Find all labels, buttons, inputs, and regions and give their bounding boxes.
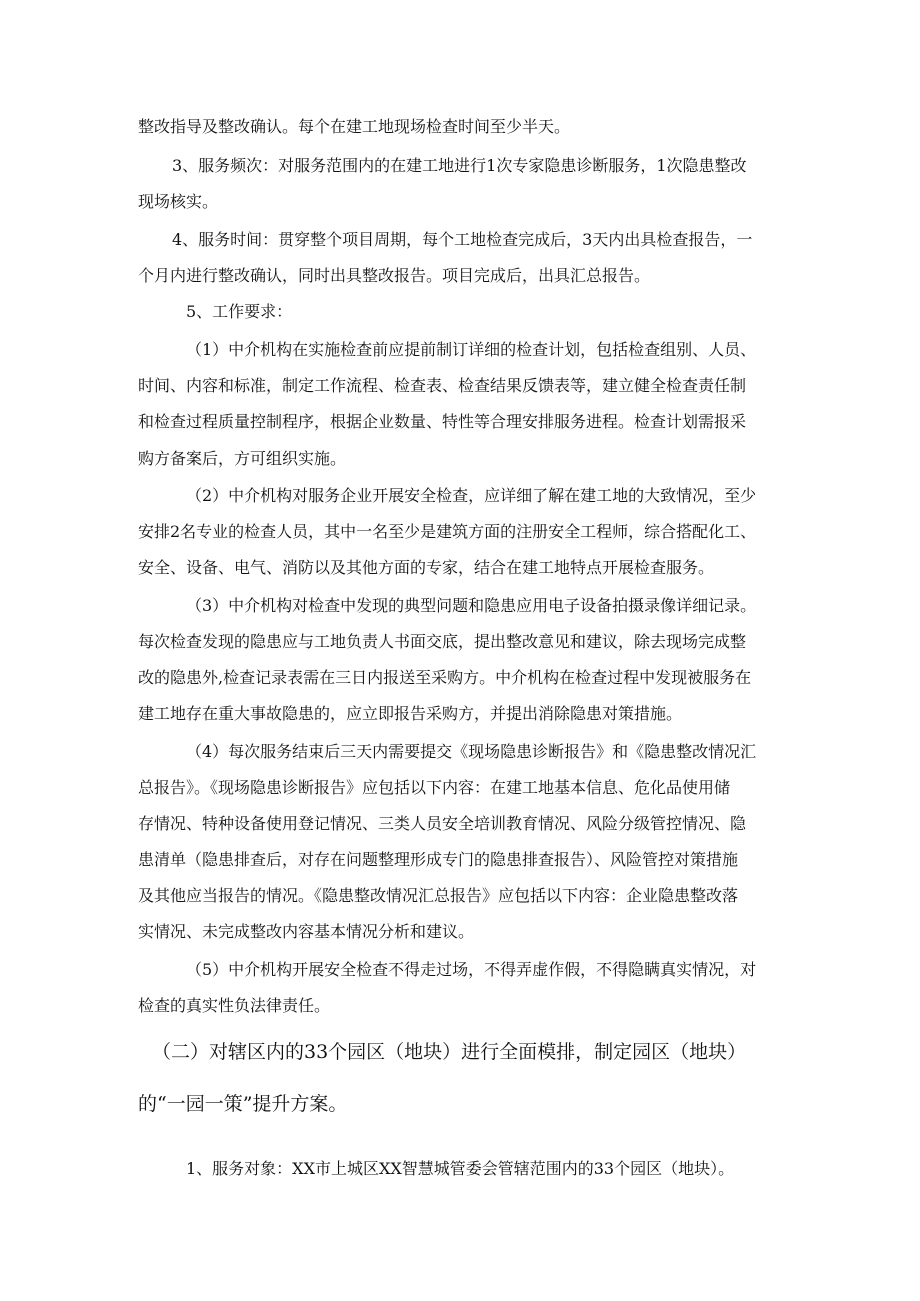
- paragraph-line: 和检查过程质量控制程序，根据企业数量、特性等合理安排服务进程。检查计划需报采: [138, 412, 747, 431]
- paragraph-line: 时间、内容和标准，制定工作流程、检查表、检查结果反馈表等，建立健全检查责任制: [138, 376, 747, 395]
- paragraph-line: 患清单（隐患排查后，对存在问题整理形成专门的隐患排查报告）、风险管控对策措施: [138, 850, 739, 869]
- paragraph-line: 安排2名专业的检查人员，其中一名至少是建筑方面的注册安全工程师，综合搭配化工、: [138, 522, 757, 541]
- paragraph-line: 3、服务频次：对服务范围内的在建工地进行1次专家隐患诊断服务，1次隐患整改: [172, 156, 747, 175]
- paragraph-line: 个月内进行整改确认，同时出具整改报告。项目完成后，出具汇总报告。: [138, 266, 651, 285]
- paragraph-line: 4、服务时间：贯穿整个项目周期，每个工地检查完成后，3天内出具检查报告，一: [172, 230, 753, 249]
- paragraph-line: （2）中介机构对服务企业开展安全检查，应详细了解在建工地的大致情况，至少: [186, 486, 757, 505]
- paragraph-line: 5、工作要求：: [186, 302, 293, 321]
- paragraph-line: 存情况、特种设备使用登记情况、三类人员安全培训教育情况、风险分级管控情况、隐: [138, 814, 747, 833]
- paragraph-line: 检查的真实性负法律责任。: [138, 996, 331, 1015]
- paragraph-line: 1、服务对象：XX市上城区XX智慧城管委会管辖范围内的33个园区（地块）。: [186, 1159, 735, 1178]
- paragraph-line: 总报告》。《现场隐患诊断报告》应包括以下内容：在建工地基本信息、危化品使用储: [138, 778, 731, 797]
- paragraph-line: 安全、设备、电气、消防以及其他方面的专家，结合在建工地特点开展检查服务。: [138, 558, 715, 577]
- paragraph-line: 及其他应当报告的情况。《隐患整改情况汇总报告》应包括以下内容：企业隐患整改落: [138, 886, 739, 905]
- paragraph-line: （5）中介机构开展安全检查不得走过场，不得弄虚作假，不得隐瞒真实情况，对: [186, 960, 757, 979]
- paragraph-line: 购方备案后，方可组织实施。: [138, 449, 347, 468]
- section-heading-line: （二）对辖区内的33个园区（地块）进行全面模排，制定园区（地块）: [152, 1041, 747, 1063]
- paragraph-line: 实情况、未完成整改内容基本情况分析和建议。: [138, 922, 475, 941]
- paragraph-line: （3）中介机构对检查中发现的典型问题和隐患应用电子设备拍摄录像详细记录。: [186, 596, 757, 615]
- paragraph-line: 整改指导及整改确认。每个在建工地现场检查时间至少半天。: [138, 117, 571, 136]
- paragraph-line: 每次检查发现的隐患应与工地负责人书面交底，提出整改意见和建议，除去现场完成整: [138, 632, 747, 651]
- paragraph-line: （4）每次服务结束后三天内需要提交《现场隐患诊断报告》和《隐患整改情况汇: [186, 742, 757, 761]
- paragraph-line: （1）中介机构在实施检查前应提前制订详细的检查计划，包括检查组别、人员、: [186, 340, 757, 359]
- paragraph-line: 现场核实。: [138, 192, 219, 211]
- paragraph-line: 建工地存在重大事故隐患的，应立即报告采购方，并提出消除隐患对策措施。: [138, 704, 683, 723]
- section-heading-line: 的“一园一策”提升方案。: [138, 1093, 348, 1115]
- paragraph-line: 改的隐患外,检查记录表需在三日内报送至采购方。中介机构在检查过程中发现被服务在: [138, 668, 752, 687]
